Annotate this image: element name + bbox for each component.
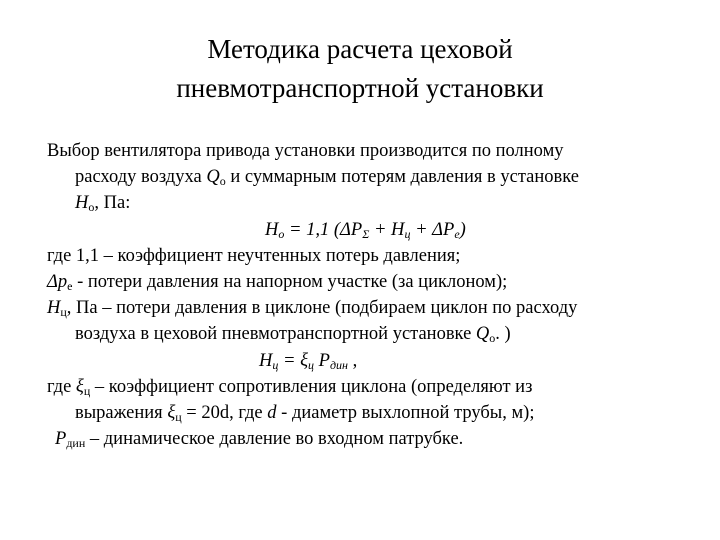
text: + H [369, 219, 405, 240]
formula-2 [47, 348, 697, 374]
text: воздуха в цеховой пневмотранспортной установке [75, 324, 476, 345]
subscript: o [278, 226, 285, 241]
var-q: Q [206, 167, 220, 188]
var-q: Q [475, 324, 490, 345]
text: = 20d, где [181, 403, 268, 424]
text: выражения [75, 403, 168, 424]
text: , [348, 350, 358, 371]
text: + ΔP [410, 219, 455, 240]
definition-h-cyclone-cont [47, 321, 697, 347]
slide-body [47, 138, 697, 452]
text: расходу воздуха [75, 167, 207, 188]
subscript: ц [272, 357, 279, 372]
var-dp: Δp [47, 272, 68, 293]
text: – динамическое давление во входном патрубке. [85, 429, 464, 450]
text: и суммарным потерям давления в установке [225, 167, 579, 188]
subscript: ц [404, 226, 411, 241]
var-xi: ξ [167, 403, 176, 424]
text: - потери давления на напорном участке (за циклоном); [72, 272, 508, 293]
var-h: H [75, 193, 89, 214]
var-h: H [265, 219, 279, 240]
subscript: o [88, 200, 95, 215]
var-h: H [47, 298, 61, 319]
subscript: ц [175, 410, 182, 425]
var-d: d [267, 403, 277, 424]
text: – коэффициент сопротивления циклона (определяют из [90, 376, 533, 397]
title-line-2: пневмотранспортной установки [176, 73, 544, 103]
var-h: H [259, 350, 273, 371]
definition-h-cyclone [47, 295, 697, 321]
subscript: ц [60, 305, 67, 320]
definition-coefficient: где 1,1 – коэффициент неучтенных потерь давления; [47, 245, 461, 266]
subscript: Σ [362, 226, 370, 241]
definition-delta-p [47, 269, 697, 295]
text: = ξ [278, 350, 309, 371]
text: P [314, 350, 330, 371]
subscript: o [219, 174, 226, 189]
title-line-1: Методика расчета цеховой [207, 34, 513, 64]
formula-1 [47, 217, 697, 243]
var-p: P [55, 429, 67, 450]
definition-xi-cont [47, 400, 697, 426]
text: = 1,1 (ΔP [284, 219, 363, 240]
subscript: дин [66, 436, 86, 451]
text: ) [459, 219, 466, 240]
definition-p-dyn [47, 426, 697, 452]
subscript: e [67, 279, 73, 294]
paragraph-1-line-3 [47, 190, 697, 216]
text: - диаметр выхлопной трубы, м); [276, 403, 535, 424]
subscript: o [489, 331, 496, 346]
definition-xi [47, 374, 697, 400]
subscript: дин [329, 357, 348, 372]
subscript: ц [308, 357, 315, 372]
text: где [47, 376, 76, 397]
subscript: e [454, 226, 460, 241]
paragraph-1-line-2 [47, 164, 697, 190]
var-xi: ξ [75, 376, 84, 397]
subscript: ц [83, 383, 91, 398]
paragraph-1-line-1: Выбор вентилятора привода установки производится по полному [47, 141, 564, 161]
text: , Па – потери давления в циклоне (подбираем циклон по расходу [66, 298, 578, 319]
slide-title [0, 30, 720, 108]
text: , Па: [94, 193, 131, 214]
text: . ) [495, 324, 511, 345]
